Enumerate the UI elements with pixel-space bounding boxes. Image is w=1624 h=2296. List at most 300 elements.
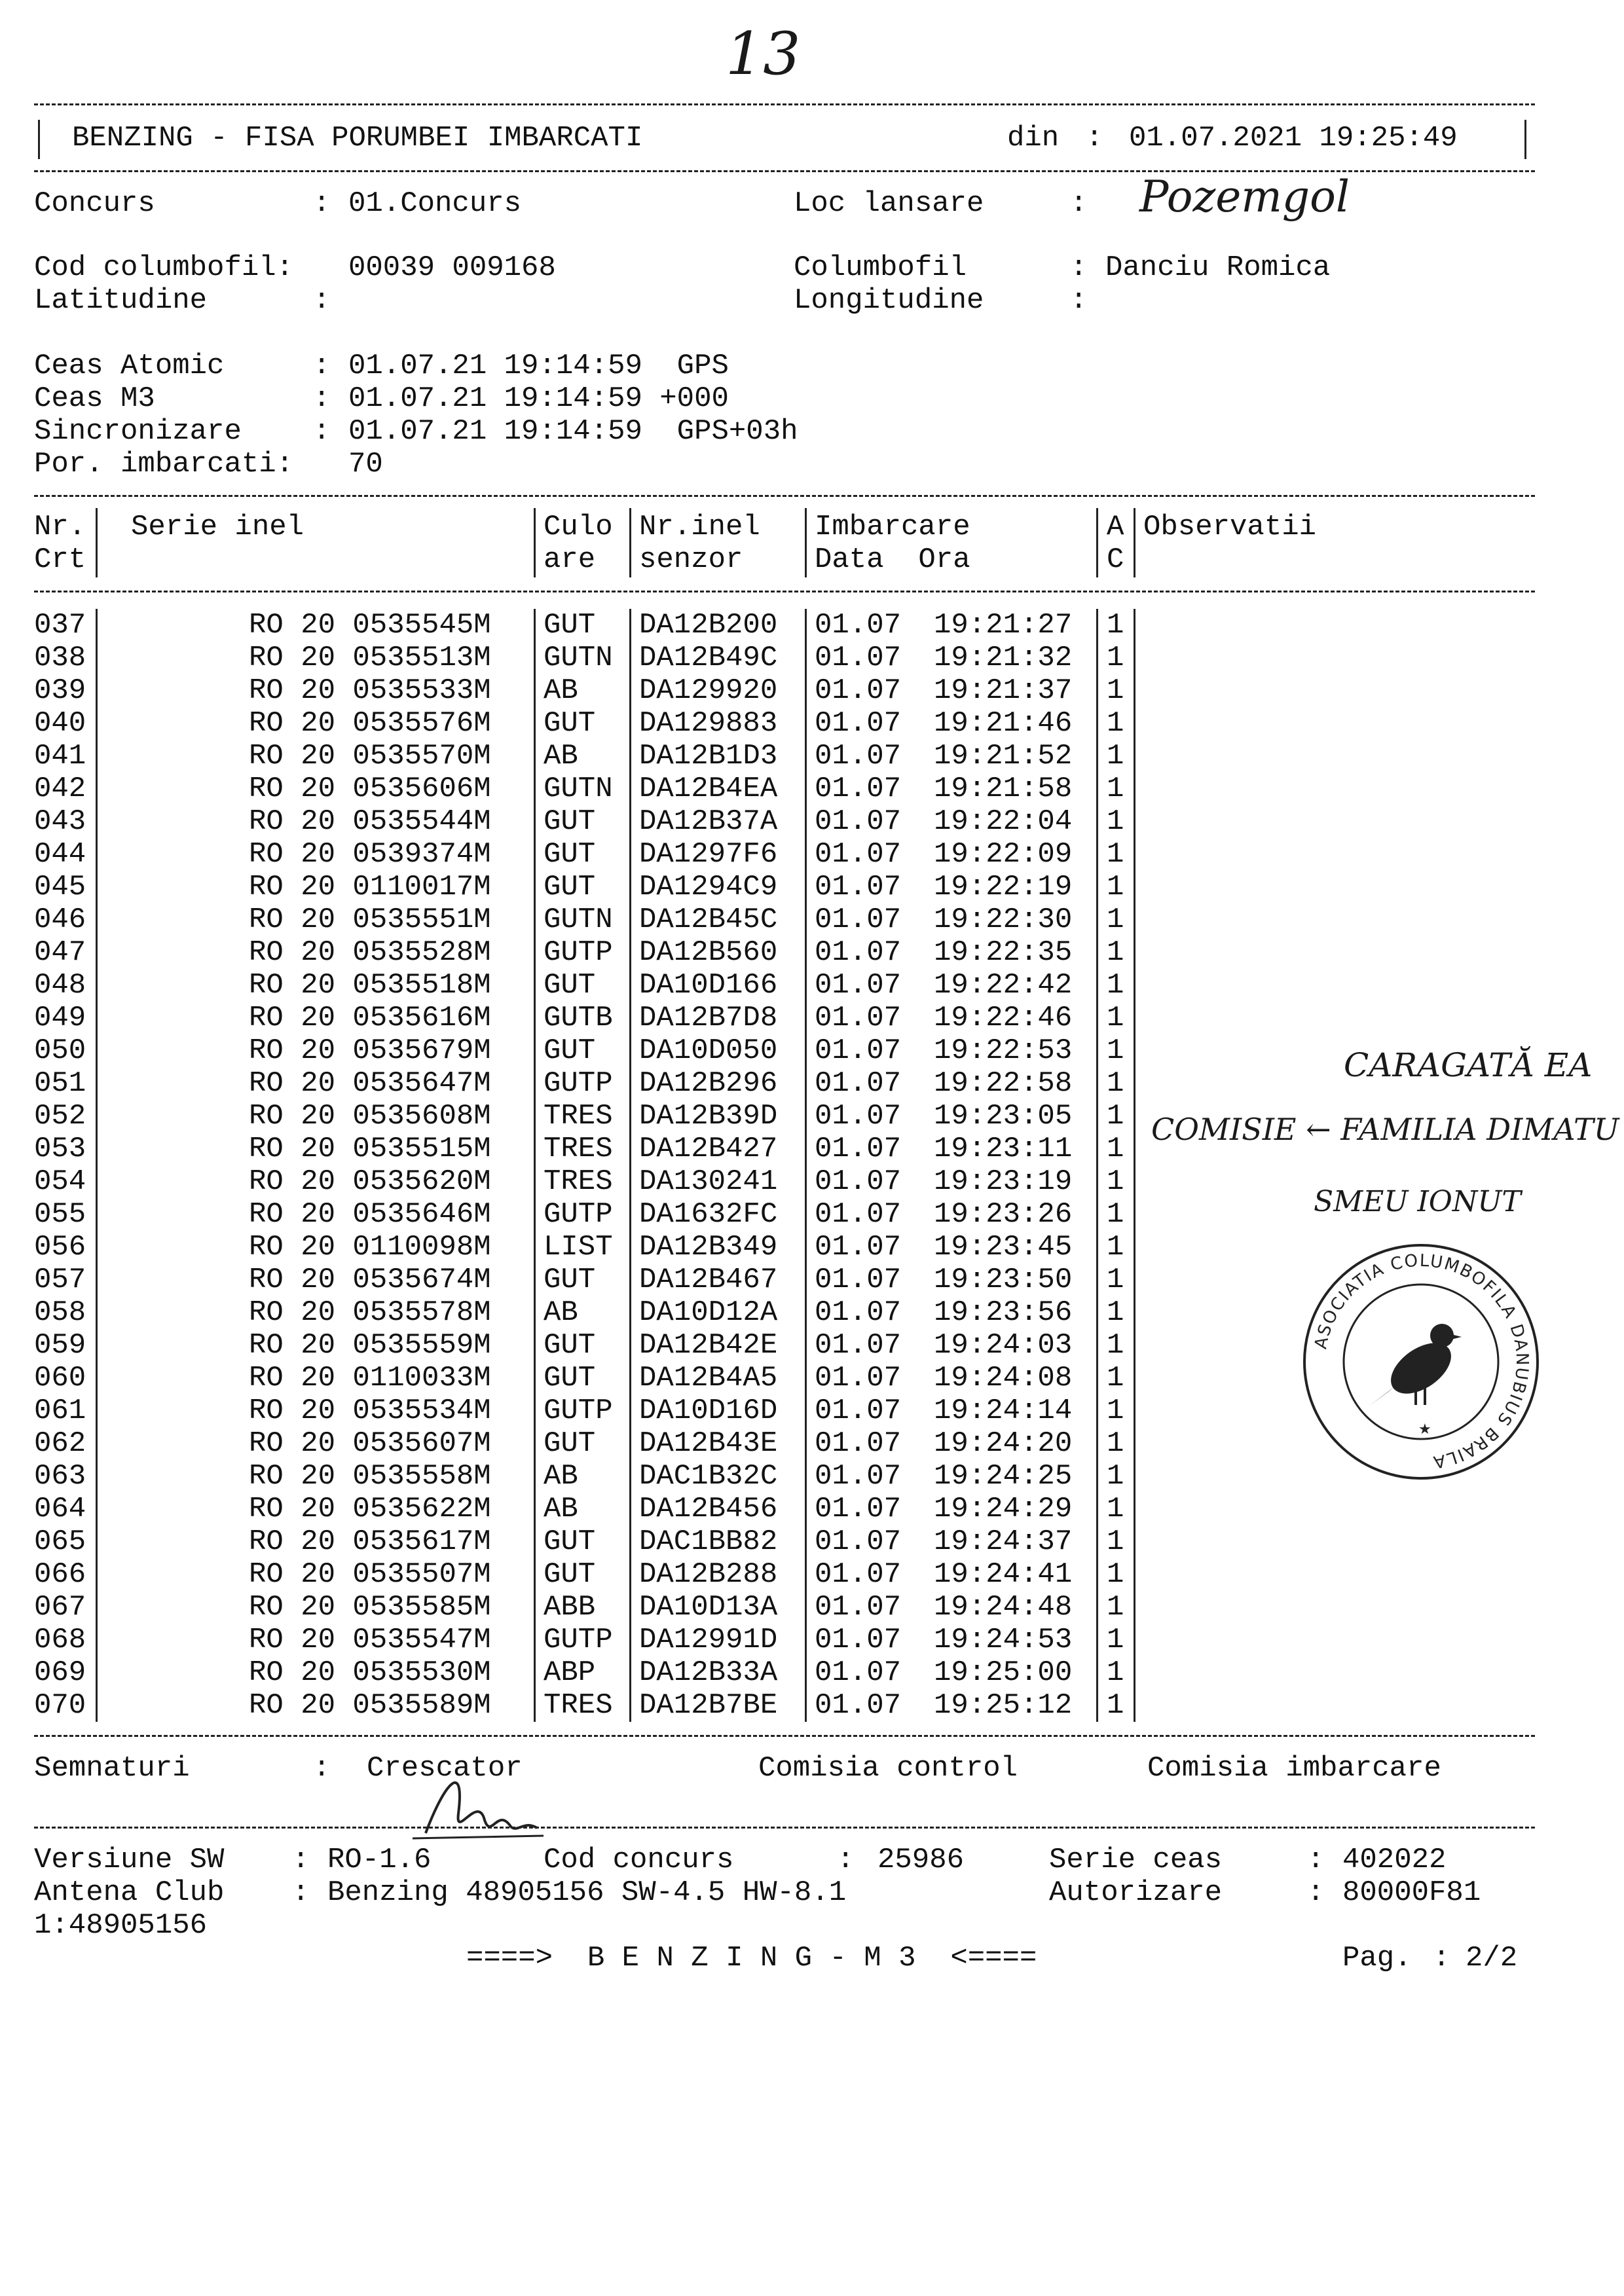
cell-serie-inel: RO 20 0535647M bbox=[249, 1067, 491, 1100]
cell-serie-inel: RO 20 0535534M bbox=[249, 1394, 491, 1427]
cell-ora: 19:22:46 bbox=[934, 1002, 1073, 1034]
header-right-border bbox=[1524, 120, 1526, 159]
cell-serie-inel: RO 20 0535570M bbox=[249, 740, 491, 773]
cell-data: 01.07 bbox=[815, 1689, 902, 1722]
cell-senzor: DA12B37A bbox=[639, 805, 778, 838]
cell-senzor: DA12B42E bbox=[639, 1329, 778, 1362]
cell-data: 01.07 bbox=[815, 1198, 902, 1231]
cell-senzor: DA10D13A bbox=[639, 1591, 778, 1624]
top-divider bbox=[34, 103, 1535, 105]
colon: : bbox=[1070, 187, 1088, 220]
cell-data: 01.07 bbox=[815, 740, 902, 773]
cell-senzor: DA12B456 bbox=[639, 1493, 778, 1525]
col-header-imbarcare: Imbarcare bbox=[815, 511, 970, 543]
table-row bbox=[0, 838, 1624, 871]
col-header-are: are bbox=[544, 543, 596, 576]
cell-ac: 1 bbox=[1107, 1165, 1124, 1198]
cell-data: 01.07 bbox=[815, 642, 902, 674]
colon: : bbox=[313, 415, 331, 448]
cell-senzor: DA10D12A bbox=[639, 1296, 778, 1329]
cell-culoare: GUTN bbox=[544, 642, 613, 674]
cell-senzor: DA129920 bbox=[639, 674, 778, 707]
cell-culoare: GUTP bbox=[544, 1394, 613, 1427]
cell-ora: 19:24:48 bbox=[934, 1591, 1073, 1624]
cell-serie-inel: RO 20 0110017M bbox=[249, 871, 491, 903]
cell-ora: 19:21:32 bbox=[934, 642, 1073, 674]
cell-culoare: TRES bbox=[544, 1133, 613, 1165]
cod-columbofil-label: Cod columbofil: bbox=[34, 251, 294, 284]
sincronizare-value: 01.07.21 19:14:59 GPS+03h bbox=[348, 415, 798, 448]
col-header-observatii: Observatii bbox=[1143, 511, 1317, 543]
cell-nr: 047 bbox=[34, 936, 86, 969]
table-row bbox=[0, 1558, 1624, 1591]
brand-line: ====> B E N Z I N G - M 3 <==== bbox=[466, 1942, 1037, 1975]
cell-data: 01.07 bbox=[815, 1231, 902, 1264]
table-row bbox=[0, 903, 1624, 936]
cell-culoare: LIST bbox=[544, 1231, 613, 1264]
cell-ora: 19:24:08 bbox=[934, 1362, 1073, 1394]
cell-culoare: ABP bbox=[544, 1656, 596, 1689]
cell-culoare: TRES bbox=[544, 1100, 613, 1133]
ceas-m3-label: Ceas M3 bbox=[34, 382, 155, 415]
page-value: 2/2 bbox=[1466, 1942, 1518, 1975]
cell-culoare: GUT bbox=[544, 969, 596, 1002]
cell-ora: 19:24:14 bbox=[934, 1394, 1073, 1427]
info-divider bbox=[34, 495, 1535, 497]
cell-data: 01.07 bbox=[815, 1394, 902, 1427]
cod-concurs-label: Cod concurs bbox=[544, 1844, 734, 1876]
cell-culoare: GUTP bbox=[544, 1198, 613, 1231]
cell-ora: 19:25:00 bbox=[934, 1656, 1073, 1689]
cell-ac: 1 bbox=[1107, 936, 1124, 969]
cell-ora: 19:23:19 bbox=[934, 1165, 1073, 1198]
cell-serie-inel: RO 20 0535646M bbox=[249, 1198, 491, 1231]
cell-ora: 19:22:42 bbox=[934, 969, 1073, 1002]
cell-data: 01.07 bbox=[815, 1460, 902, 1493]
concurs-value: 01.Concurs bbox=[348, 187, 522, 220]
cell-data: 01.07 bbox=[815, 1067, 902, 1100]
handwritten-note-2: COMISIE ← FAMILIA DIMATU bbox=[1151, 1112, 1619, 1147]
cell-serie-inel: RO 20 0535589M bbox=[249, 1689, 491, 1722]
cell-senzor: DA129883 bbox=[639, 707, 778, 740]
cell-culoare: GUT bbox=[544, 609, 596, 642]
colon: : bbox=[1307, 1876, 1325, 1909]
stamp-icon bbox=[1297, 1237, 1545, 1486]
cell-ac: 1 bbox=[1107, 1525, 1124, 1558]
crescator-signature bbox=[406, 1755, 550, 1853]
colon: : bbox=[1070, 284, 1088, 317]
cell-senzor: DA12B4A5 bbox=[639, 1362, 778, 1394]
cell-data: 01.07 bbox=[815, 1591, 902, 1624]
cell-ac: 1 bbox=[1107, 1394, 1124, 1427]
por-imbarcati-value: 70 bbox=[348, 448, 383, 481]
cell-serie-inel: RO 20 0535533M bbox=[249, 674, 491, 707]
cell-ac: 1 bbox=[1107, 1460, 1124, 1493]
cell-ac: 1 bbox=[1107, 707, 1124, 740]
cell-data: 01.07 bbox=[815, 871, 902, 903]
cell-data: 01.07 bbox=[815, 1034, 902, 1067]
cell-ora: 19:21:27 bbox=[934, 609, 1073, 642]
cell-serie-inel: RO 20 0535620M bbox=[249, 1165, 491, 1198]
cell-serie-inel: RO 20 0535679M bbox=[249, 1034, 491, 1067]
comisia-imbarcare-label: Comisia imbarcare bbox=[1147, 1752, 1441, 1785]
cell-senzor: DA12B33A bbox=[639, 1656, 778, 1689]
cell-nr: 043 bbox=[34, 805, 86, 838]
cell-culoare: GUTB bbox=[544, 1002, 613, 1034]
cell-ac: 1 bbox=[1107, 1362, 1124, 1394]
cell-serie-inel: RO 20 0110098M bbox=[249, 1231, 491, 1264]
cell-data: 01.07 bbox=[815, 1100, 902, 1133]
cell-senzor: DA12B7BE bbox=[639, 1689, 778, 1722]
cell-culoare: AB bbox=[544, 674, 578, 707]
cell-data: 01.07 bbox=[815, 674, 902, 707]
signature-divider bbox=[34, 1827, 1535, 1829]
cell-nr: 038 bbox=[34, 642, 86, 674]
table-row bbox=[0, 609, 1624, 642]
cell-senzor: DA12B49C bbox=[639, 642, 778, 674]
cell-ora: 19:23:56 bbox=[934, 1296, 1073, 1329]
cell-ac: 1 bbox=[1107, 1133, 1124, 1165]
cell-nr: 039 bbox=[34, 674, 86, 707]
cell-ac: 1 bbox=[1107, 1034, 1124, 1067]
loc-lansare-value: Pozemgol bbox=[1139, 172, 1350, 222]
cell-ac: 1 bbox=[1107, 642, 1124, 674]
cell-ac: 1 bbox=[1107, 969, 1124, 1002]
cell-nr: 040 bbox=[34, 707, 86, 740]
concurs-label: Concurs bbox=[34, 187, 155, 220]
cell-senzor: DA10D050 bbox=[639, 1034, 778, 1067]
cell-serie-inel: RO 20 0535608M bbox=[249, 1100, 491, 1133]
cell-ora: 19:24:20 bbox=[934, 1427, 1073, 1460]
table-row bbox=[0, 1624, 1624, 1656]
cell-serie-inel: RO 20 0535544M bbox=[249, 805, 491, 838]
columbofil-value: Danciu Romica bbox=[1105, 251, 1331, 284]
cell-data: 01.07 bbox=[815, 903, 902, 936]
cell-nr: 045 bbox=[34, 871, 86, 903]
col-header-data-ora: Data Ora bbox=[815, 543, 970, 576]
cell-senzor: DA12B4EA bbox=[639, 773, 778, 805]
cell-ora: 19:22:19 bbox=[934, 871, 1073, 903]
cell-ora: 19:24:37 bbox=[934, 1525, 1073, 1558]
table-header-divider bbox=[34, 591, 1535, 592]
cell-senzor: DA12991D bbox=[639, 1624, 778, 1656]
cell-serie-inel: RO 20 0535559M bbox=[249, 1329, 491, 1362]
col-sep bbox=[629, 508, 631, 577]
handwritten-note-3: SMEU IONUT bbox=[1314, 1185, 1521, 1218]
cell-data: 01.07 bbox=[815, 1264, 902, 1296]
cell-senzor: DA12B349 bbox=[639, 1231, 778, 1264]
cell-nr: 058 bbox=[34, 1296, 86, 1329]
cell-data: 01.07 bbox=[815, 936, 902, 969]
cell-ora: 19:23:11 bbox=[934, 1133, 1073, 1165]
cell-ora: 19:25:12 bbox=[934, 1689, 1073, 1722]
serie-ceas-label: Serie ceas bbox=[1049, 1844, 1223, 1876]
cell-senzor: DA12B45C bbox=[639, 903, 778, 936]
cell-data: 01.07 bbox=[815, 969, 902, 1002]
cell-culoare: GUTP bbox=[544, 936, 613, 969]
cell-ac: 1 bbox=[1107, 1558, 1124, 1591]
cell-nr: 064 bbox=[34, 1493, 86, 1525]
cell-serie-inel: RO 20 0535622M bbox=[249, 1493, 491, 1525]
header-left-border bbox=[38, 120, 40, 159]
cell-ora: 19:21:52 bbox=[934, 740, 1073, 773]
col-header-nr: Nr. bbox=[34, 511, 86, 543]
cell-data: 01.07 bbox=[815, 838, 902, 871]
cell-ora: 19:24:25 bbox=[934, 1460, 1073, 1493]
cell-culoare: GUT bbox=[544, 1427, 596, 1460]
crescator-label: Crescator bbox=[367, 1752, 523, 1785]
handwritten-page-number: 13 bbox=[726, 20, 801, 88]
cell-culoare: ABB bbox=[544, 1591, 596, 1624]
col-header-serie: Serie inel bbox=[131, 511, 304, 543]
cell-data: 01.07 bbox=[815, 1362, 902, 1394]
cell-senzor: DA10D16D bbox=[639, 1394, 778, 1427]
cell-data: 01.07 bbox=[815, 773, 902, 805]
cell-serie-inel: RO 20 0535578M bbox=[249, 1296, 491, 1329]
cell-ora: 19:23:45 bbox=[934, 1231, 1073, 1264]
colon: : bbox=[313, 187, 331, 220]
cell-culoare: GUT bbox=[544, 1264, 596, 1296]
cell-ac: 1 bbox=[1107, 740, 1124, 773]
cell-culoare: AB bbox=[544, 1460, 578, 1493]
semnaturi-label: Semnaturi bbox=[34, 1752, 190, 1785]
cell-data: 01.07 bbox=[815, 1165, 902, 1198]
cell-ora: 19:22:30 bbox=[934, 903, 1073, 936]
cell-nr: 037 bbox=[34, 609, 86, 642]
cell-nr: 050 bbox=[34, 1034, 86, 1067]
col-header-c: C bbox=[1107, 543, 1124, 576]
antena-label: Antena Club bbox=[34, 1876, 225, 1909]
cell-serie-inel: RO 20 0535551M bbox=[249, 903, 491, 936]
cell-ora: 19:23:26 bbox=[934, 1198, 1073, 1231]
page-label: Pag. bbox=[1342, 1942, 1412, 1975]
cell-nr: 041 bbox=[34, 740, 86, 773]
cell-nr: 068 bbox=[34, 1624, 86, 1656]
ceas-atomic-value: 01.07.21 19:14:59 GPS bbox=[348, 350, 729, 382]
cell-ora: 19:22:53 bbox=[934, 1034, 1073, 1067]
cell-ac: 1 bbox=[1107, 609, 1124, 642]
cell-serie-inel: RO 20 0535545M bbox=[249, 609, 491, 642]
columbofil-label: Columbofil bbox=[794, 251, 967, 284]
cell-ac: 1 bbox=[1107, 1329, 1124, 1362]
table-row bbox=[0, 1689, 1624, 1722]
cell-ora: 19:22:35 bbox=[934, 936, 1073, 969]
comisia-control-label: Comisia control bbox=[758, 1752, 1018, 1785]
cell-data: 01.07 bbox=[815, 1656, 902, 1689]
cell-nr: 054 bbox=[34, 1165, 86, 1198]
cell-nr: 053 bbox=[34, 1133, 86, 1165]
cell-ac: 1 bbox=[1107, 1100, 1124, 1133]
document-title: BENZING - FISA PORUMBEI IMBARCATI bbox=[72, 122, 643, 155]
table-row bbox=[0, 642, 1624, 674]
cell-senzor: DA1294C9 bbox=[639, 871, 778, 903]
cell-culoare: GUTN bbox=[544, 903, 613, 936]
cell-ac: 1 bbox=[1107, 871, 1124, 903]
col-sep bbox=[1134, 508, 1135, 577]
cell-nr: 059 bbox=[34, 1329, 86, 1362]
cell-data: 01.07 bbox=[815, 1558, 902, 1591]
cell-senzor: DA1297F6 bbox=[639, 838, 778, 871]
autorizare-label: Autorizare bbox=[1049, 1876, 1223, 1909]
autorizare-value: 80000F81 bbox=[1342, 1876, 1481, 1909]
table-row bbox=[0, 707, 1624, 740]
table-row bbox=[0, 1591, 1624, 1624]
cell-culoare: GUT bbox=[544, 707, 596, 740]
cell-senzor: DA130241 bbox=[639, 1165, 778, 1198]
cell-culoare: AB bbox=[544, 740, 578, 773]
cell-ac: 1 bbox=[1107, 773, 1124, 805]
cell-nr: 067 bbox=[34, 1591, 86, 1624]
col-header-a: A bbox=[1107, 511, 1124, 543]
cell-senzor: DAC1B32C bbox=[639, 1460, 778, 1493]
ceas-m3-value: 01.07.21 19:14:59 +000 bbox=[348, 382, 729, 415]
cell-serie-inel: RO 20 0535558M bbox=[249, 1460, 491, 1493]
cell-ac: 1 bbox=[1107, 1656, 1124, 1689]
cell-ac: 1 bbox=[1107, 1231, 1124, 1264]
table-row bbox=[0, 871, 1624, 903]
pigeon-icon bbox=[1369, 1324, 1462, 1406]
cell-nr: 055 bbox=[34, 1198, 86, 1231]
cell-culoare: GUTN bbox=[544, 773, 613, 805]
cell-senzor: DA10D166 bbox=[639, 969, 778, 1002]
cell-nr: 066 bbox=[34, 1558, 86, 1591]
sincronizare-label: Sincronizare bbox=[34, 415, 242, 448]
col-header-nrinel: Nr.inel bbox=[639, 511, 760, 543]
cell-nr: 052 bbox=[34, 1100, 86, 1133]
colon: : bbox=[292, 1876, 310, 1909]
cell-culoare: TRES bbox=[544, 1689, 613, 1722]
cell-culoare: GUT bbox=[544, 1329, 596, 1362]
colon: : bbox=[313, 1752, 331, 1785]
cell-serie-inel: RO 20 0535515M bbox=[249, 1133, 491, 1165]
cell-ora: 19:21:58 bbox=[934, 773, 1073, 805]
cell-senzor: DA12B1D3 bbox=[639, 740, 778, 773]
cell-ac: 1 bbox=[1107, 674, 1124, 707]
colon: : bbox=[313, 382, 331, 415]
cell-ac: 1 bbox=[1107, 1198, 1124, 1231]
cell-culoare: GUT bbox=[544, 1525, 596, 1558]
cell-nr: 042 bbox=[34, 773, 86, 805]
cell-ac: 1 bbox=[1107, 838, 1124, 871]
cell-senzor: DA12B427 bbox=[639, 1133, 778, 1165]
cell-ac: 1 bbox=[1107, 1002, 1124, 1034]
table-row bbox=[0, 740, 1624, 773]
cell-ora: 19:24:29 bbox=[934, 1493, 1073, 1525]
table-row bbox=[0, 1002, 1624, 1034]
table-row bbox=[0, 1525, 1624, 1558]
handwritten-note-1: CARAGATĂ EA bbox=[1344, 1046, 1593, 1084]
cell-ac: 1 bbox=[1107, 903, 1124, 936]
cell-serie-inel: RO 20 0539374M bbox=[249, 838, 491, 871]
cell-culoare: GUT bbox=[544, 1362, 596, 1394]
col-sep bbox=[534, 508, 536, 577]
versiune-label: Versiune SW bbox=[34, 1844, 225, 1876]
cell-serie-inel: RO 20 0535585M bbox=[249, 1591, 491, 1624]
cell-ac: 1 bbox=[1107, 1624, 1124, 1656]
cell-ac: 1 bbox=[1107, 1067, 1124, 1100]
cell-senzor: DA12B288 bbox=[639, 1558, 778, 1591]
cell-ora: 19:22:04 bbox=[934, 805, 1073, 838]
latitudine-label: Latitudine bbox=[34, 284, 208, 317]
cell-serie-inel: RO 20 0535607M bbox=[249, 1427, 491, 1460]
cell-serie-inel: RO 20 0535576M bbox=[249, 707, 491, 740]
cell-data: 01.07 bbox=[815, 1296, 902, 1329]
longitudine-label: Longitudine bbox=[794, 284, 984, 317]
cell-senzor: DA1632FC bbox=[639, 1198, 778, 1231]
antena-value: Benzing 48905156 SW-4.5 HW-8.1 bbox=[327, 1876, 847, 1909]
cell-culoare: GUT bbox=[544, 1034, 596, 1067]
col-header-culo: Culo bbox=[544, 511, 613, 543]
cell-ac: 1 bbox=[1107, 1591, 1124, 1624]
cell-culoare: AB bbox=[544, 1296, 578, 1329]
loc-lansare-label: Loc lansare bbox=[794, 187, 984, 220]
colon: : bbox=[1070, 251, 1088, 284]
colon: : bbox=[837, 1844, 855, 1876]
cod-concurs-value: 25986 bbox=[877, 1844, 965, 1876]
table-row bbox=[0, 1656, 1624, 1689]
colon: : bbox=[292, 1844, 310, 1876]
cell-data: 01.07 bbox=[815, 1427, 902, 1460]
cell-nr: 049 bbox=[34, 1002, 86, 1034]
cell-nr: 051 bbox=[34, 1067, 86, 1100]
colon: : bbox=[1307, 1844, 1325, 1876]
cell-ora: 19:22:58 bbox=[934, 1067, 1073, 1100]
cell-culoare: AB bbox=[544, 1493, 578, 1525]
cell-ora: 19:24:41 bbox=[934, 1558, 1073, 1591]
cell-ora: 19:23:05 bbox=[934, 1100, 1073, 1133]
cell-culoare: GUTP bbox=[544, 1067, 613, 1100]
cell-culoare: GUT bbox=[544, 805, 596, 838]
club-stamp bbox=[1297, 1237, 1545, 1486]
date-value: 01.07.2021 19:25:49 bbox=[1129, 122, 1458, 155]
cell-culoare: GUTP bbox=[544, 1624, 613, 1656]
cell-serie-inel: RO 20 0535528M bbox=[249, 936, 491, 969]
cell-data: 01.07 bbox=[815, 1493, 902, 1525]
cell-nr: 046 bbox=[34, 903, 86, 936]
col-header-crt: Crt bbox=[34, 543, 86, 576]
date-label: din bbox=[1007, 122, 1060, 155]
club-id: 1:48905156 bbox=[34, 1909, 208, 1942]
cell-culoare: GUT bbox=[544, 1558, 596, 1591]
cell-data: 01.07 bbox=[815, 1624, 902, 1656]
cod-columbofil-value: 00039 009168 bbox=[348, 251, 556, 284]
cell-ac: 1 bbox=[1107, 1427, 1124, 1460]
cell-senzor: DA12B560 bbox=[639, 936, 778, 969]
cell-ac: 1 bbox=[1107, 1689, 1124, 1722]
table-row bbox=[0, 674, 1624, 707]
serie-ceas-value: 402022 bbox=[1342, 1844, 1447, 1876]
cell-ac: 1 bbox=[1107, 805, 1124, 838]
colon: : bbox=[1433, 1942, 1450, 1975]
cell-ora: 19:22:09 bbox=[934, 838, 1073, 871]
cell-data: 01.07 bbox=[815, 1329, 902, 1362]
cell-serie-inel: RO 20 0535547M bbox=[249, 1624, 491, 1656]
cell-senzor: DA12B7D8 bbox=[639, 1002, 778, 1034]
table-row bbox=[0, 805, 1624, 838]
cell-nr: 056 bbox=[34, 1231, 86, 1264]
cell-senzor: DA12B43E bbox=[639, 1427, 778, 1460]
cell-data: 01.07 bbox=[815, 805, 902, 838]
cell-nr: 063 bbox=[34, 1460, 86, 1493]
cell-ora: 19:21:46 bbox=[934, 707, 1073, 740]
cell-nr: 065 bbox=[34, 1525, 86, 1558]
cell-serie-inel: RO 20 0535606M bbox=[249, 773, 491, 805]
cell-data: 01.07 bbox=[815, 609, 902, 642]
cell-serie-inel: RO 20 0535518M bbox=[249, 969, 491, 1002]
date-colon: : bbox=[1086, 122, 1103, 155]
cell-data: 01.07 bbox=[815, 1133, 902, 1165]
cell-nr: 044 bbox=[34, 838, 86, 871]
